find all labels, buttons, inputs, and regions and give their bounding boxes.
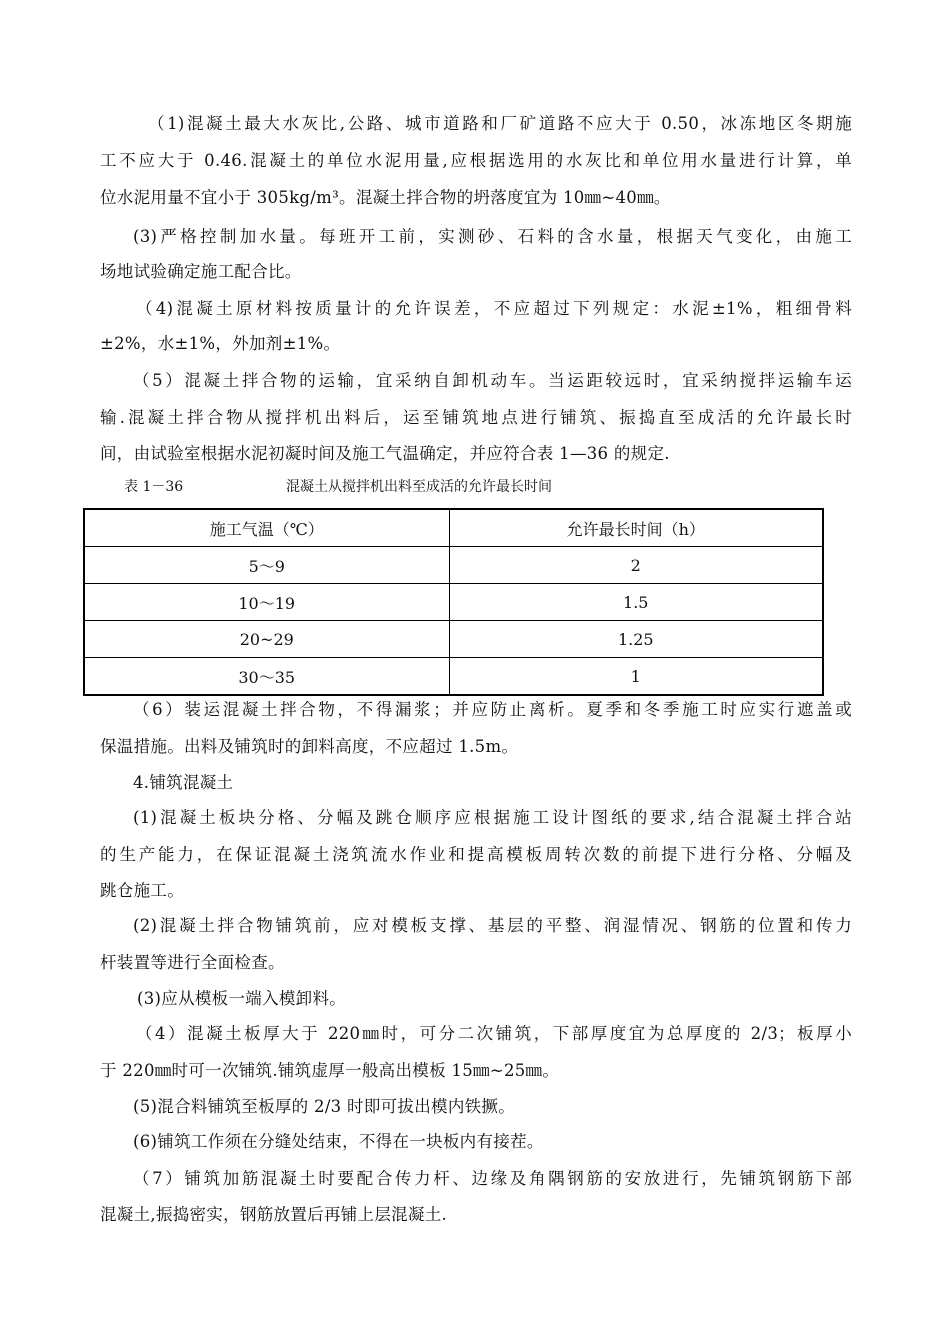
paragraph-line: 输.混凝土拌合物从搅拌机出料后，运至铺筑地点进行铺筑、振捣直至成活的允许最长时 [100, 408, 852, 427]
table-row [84, 584, 823, 621]
paragraph-line: (6)铺筑工作须在分缝处结束，不得在一块板内有接茬。 [133, 1132, 544, 1151]
table-cell: 20~29 [84, 621, 449, 658]
table-cell: 1 [449, 658, 823, 696]
table-row [84, 658, 823, 696]
paragraph-line: (3)严格控制加水量。每班开工前，实测砂、石料的含水量，根据天气变化，由施工 [133, 227, 852, 246]
paragraph-line: 混凝土,振捣密实，钢筋放置后再铺上层混凝土. [100, 1205, 448, 1224]
table-header-cell: 施工气温（℃） [84, 509, 449, 547]
table-header-row [84, 509, 823, 547]
table-cell: 1.5 [449, 584, 823, 621]
table-row [84, 547, 823, 584]
data-table [83, 508, 824, 696]
paragraph-line: 的生产能力，在保证混凝土浇筑流水作业和提高模板周转次数的前提下进行分格、分幅及 [100, 845, 852, 864]
paragraph-line: ±2%，水±1%，外加剂±1%。 [100, 334, 341, 353]
table-row [84, 621, 823, 658]
paragraph-line: （5）混凝土拌合物的运输，宜采纳自卸机动车。当运距较远时，宜采纳搅拌运输车运 [133, 371, 852, 390]
table-cell: 1.25 [449, 621, 823, 658]
table-cell: 5～9 [84, 547, 449, 584]
paragraph-line: （4)混凝土原材料按质量计的允许误差，不应超过下列规定：水泥±1%，粗细骨料 [136, 299, 852, 318]
paragraph-line: 于 220㎜时可一次铺筑.铺筑虚厚一般高出模板 15㎜~25㎜。 [100, 1061, 560, 1080]
paragraph-line: 工不应大于 0.46.混凝土的单位水泥用量,应根据选用的水灰比和单位用水量进行计算，单 [100, 151, 852, 170]
paragraph-line: 杆装置等进行全面检查。 [100, 953, 285, 972]
table-title: 混凝土从搅拌机出料至成活的允许最长时间 [286, 479, 552, 495]
paragraph-line: (1)混凝土板块分格、分幅及跳仓顺序应根据施工设计图纸的要求,结合混凝土拌合站 [133, 808, 852, 827]
table-header-cell: 允许最长时间（h） [449, 509, 823, 547]
paragraph-line: （6）装运混凝土拌合物，不得漏浆；并应防止离析。夏季和冬季施工时应实行遮盖或 [133, 700, 852, 719]
paragraph-line: (5)混合料铺筑至板厚的 2/3 时即可拔出模内铁撅。 [133, 1097, 516, 1116]
paragraph-line: 跳仓施工。 [100, 881, 184, 900]
table-cell: 10～19 [84, 584, 449, 621]
section-heading: 4.铺筑混凝土 [133, 773, 234, 792]
paragraph-line: 场地试验确定施工配合比。 [100, 262, 302, 281]
paragraph-line: 位水泥用量不宜小于 305kg/m³。混凝土拌合物的坍落度宜为 10㎜~40㎜。 [100, 188, 671, 207]
table-cell: 2 [449, 547, 823, 584]
paragraph-line: 保温措施。出料及铺筑时的卸料高度，不应超过 1.5m。 [100, 737, 519, 756]
paragraph-line: （7）铺筑加筋混凝土时要配合传力杆、边缘及角隅钢筋的安放进行，先铺筑钢筋下部 [133, 1169, 852, 1188]
paragraph-line: （4）混凝土板厚大于 220㎜时，可分二次铺筑，下部厚度宜为总厚度的 2/3；板厚小 [136, 1024, 852, 1043]
paragraph-line: (2)混凝土拌合物铺筑前，应对模板支撑、基层的平整、润湿情况、钢筋的位置和传力 [133, 916, 852, 935]
paragraph-line: （1)混凝土最大水灰比,公路、城市道路和厂矿道路不应大于 0.50，冰冻地区冬期施 [148, 114, 852, 133]
paragraph-line: 间，由试验室根据水泥初凝时间及施工气温确定，并应符合表 1—36 的规定. [100, 444, 670, 463]
paragraph-line: (3)应从模板一端入模卸料。 [137, 989, 347, 1008]
table-label: 表 1－36 [124, 479, 184, 495]
table-cell: 30～35 [84, 658, 449, 696]
